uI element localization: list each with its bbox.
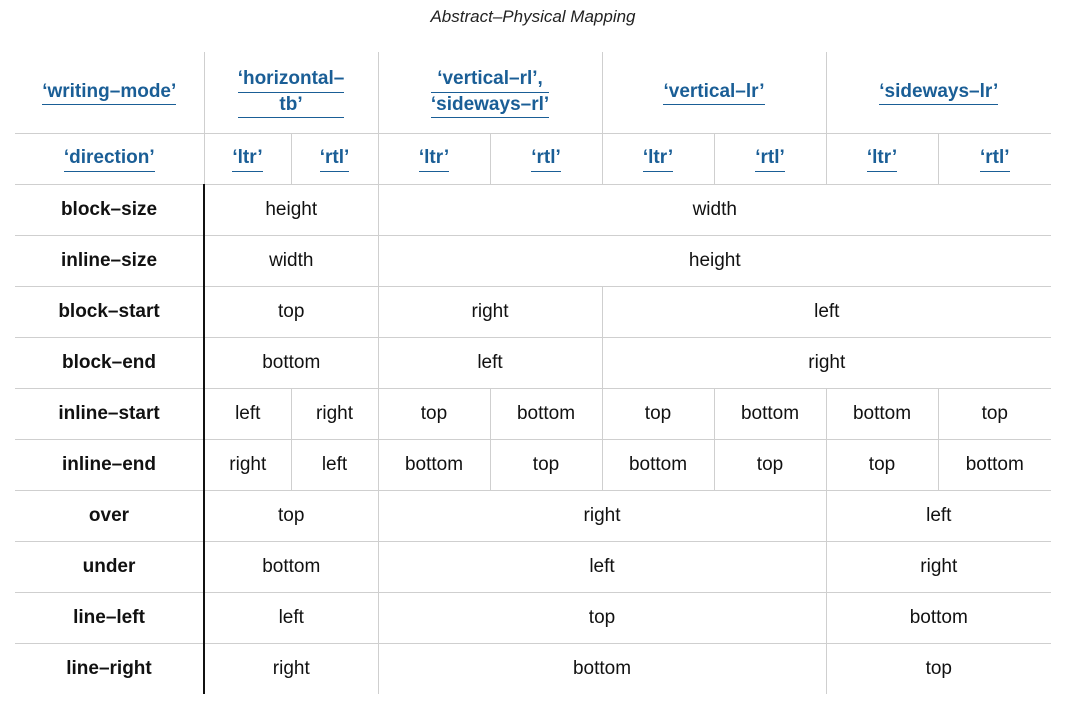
row-label: line–right xyxy=(15,644,204,695)
rtl-link[interactable]: ‘rtl’ xyxy=(531,146,561,172)
rtl-link[interactable]: ‘rtl’ xyxy=(980,146,1010,172)
table-row xyxy=(15,338,1051,389)
table-row xyxy=(15,542,1051,593)
row-label: over xyxy=(15,491,204,542)
vertical-lr-link[interactable]: ‘vertical–lr’ xyxy=(663,80,764,106)
table-cell: left xyxy=(204,389,291,440)
table-cell: top xyxy=(378,593,826,644)
rtl-link[interactable]: ‘rtl’ xyxy=(755,146,785,172)
writing-mode-link[interactable]: ‘writing–mode’ xyxy=(42,80,176,106)
table-cell: width xyxy=(378,185,1051,236)
mode-horizontal-tb xyxy=(204,52,378,134)
table-cell: right xyxy=(291,389,378,440)
table-cell: left xyxy=(378,338,602,389)
ltr-link[interactable]: ‘ltr’ xyxy=(419,146,449,172)
rtl-link[interactable]: ‘rtl’ xyxy=(320,146,350,172)
table-cell: height xyxy=(204,185,378,236)
table-cell: top xyxy=(602,389,714,440)
mode-vertical-lr xyxy=(602,52,826,134)
dir-cell xyxy=(204,134,291,185)
table-cell: right xyxy=(204,644,378,695)
table-cell: bottom xyxy=(204,542,378,593)
dir-cell xyxy=(291,134,378,185)
row-label: block–start xyxy=(15,287,204,338)
horizontal-tb-line2[interactable]: tb’ xyxy=(238,93,345,119)
sideways-rl-link[interactable]: ‘sideways–rl’ xyxy=(431,93,549,119)
table-row xyxy=(15,389,1051,440)
mode-vertical-rl xyxy=(378,52,602,134)
horizontal-tb-line1[interactable]: ‘horizontal– xyxy=(238,67,345,93)
vertical-rl-links xyxy=(431,67,549,119)
table-row xyxy=(15,593,1051,644)
horizontal-tb-link[interactable] xyxy=(238,67,345,119)
table-row xyxy=(15,491,1051,542)
ltr-link[interactable]: ‘ltr’ xyxy=(867,146,897,172)
row-label: block–size xyxy=(15,185,204,236)
table-caption: Abstract–Physical Mapping xyxy=(430,7,636,26)
dir-cell xyxy=(938,134,1051,185)
table-cell: top xyxy=(938,389,1051,440)
table-cell: top xyxy=(714,440,826,491)
table-cell: left xyxy=(378,542,826,593)
writing-mode-header-row xyxy=(15,52,1051,134)
table-cell: right xyxy=(378,491,826,542)
vertical-rl-link[interactable]: ‘vertical–rl’, xyxy=(431,67,549,93)
dir-cell xyxy=(714,134,826,185)
table-cell: top xyxy=(826,440,938,491)
dir-cell xyxy=(490,134,602,185)
direction-header-row xyxy=(15,134,1051,185)
table-cell: height xyxy=(378,236,1051,287)
table-cell: bottom xyxy=(378,644,826,695)
row-label: inline–size xyxy=(15,236,204,287)
table-row xyxy=(15,185,1051,236)
table-cell: top xyxy=(490,440,602,491)
table-cell: top xyxy=(204,491,378,542)
table-cell: right xyxy=(826,542,1051,593)
abstract-physical-mapping-table xyxy=(15,52,1051,694)
ltr-link[interactable]: ‘ltr’ xyxy=(643,146,673,172)
direction-header xyxy=(15,134,204,185)
table-cell: left xyxy=(291,440,378,491)
table-cell: left xyxy=(204,593,378,644)
row-label: line–left xyxy=(15,593,204,644)
table-cell: right xyxy=(378,287,602,338)
table-cell: bottom xyxy=(378,440,490,491)
ltr-link[interactable]: ‘ltr’ xyxy=(232,146,262,172)
row-label: inline–end xyxy=(15,440,204,491)
table-row xyxy=(15,440,1051,491)
dir-cell xyxy=(602,134,714,185)
table-row xyxy=(15,236,1051,287)
dir-cell xyxy=(826,134,938,185)
table-cell: top xyxy=(378,389,490,440)
writing-mode-header xyxy=(15,52,204,134)
table-cell: bottom xyxy=(938,440,1051,491)
table-cell: bottom xyxy=(826,389,938,440)
row-label: under xyxy=(15,542,204,593)
table-cell: right xyxy=(204,440,291,491)
table-cell: top xyxy=(925,658,952,680)
direction-link[interactable]: ‘direction’ xyxy=(64,146,155,172)
table-cell: bottom xyxy=(826,593,1051,644)
table-cell: bottom xyxy=(714,389,826,440)
table-cell: bottom xyxy=(490,389,602,440)
row-label: inline–start xyxy=(15,389,204,440)
mode-sideways-lr xyxy=(826,52,1051,134)
table-cell: top xyxy=(204,287,378,338)
table-cell: right xyxy=(602,338,1051,389)
sideways-lr-link[interactable]: ‘sideways–lr’ xyxy=(879,80,998,106)
table-cell: bottom xyxy=(602,440,714,491)
table-cell: left xyxy=(602,287,1051,338)
table-cell: left xyxy=(826,491,1051,542)
dir-cell xyxy=(378,134,490,185)
table-cell: width xyxy=(204,236,378,287)
table-row xyxy=(15,287,1051,338)
table-cell: bottom xyxy=(204,338,378,389)
table-row xyxy=(15,644,1051,695)
row-label: block–end xyxy=(15,338,204,389)
